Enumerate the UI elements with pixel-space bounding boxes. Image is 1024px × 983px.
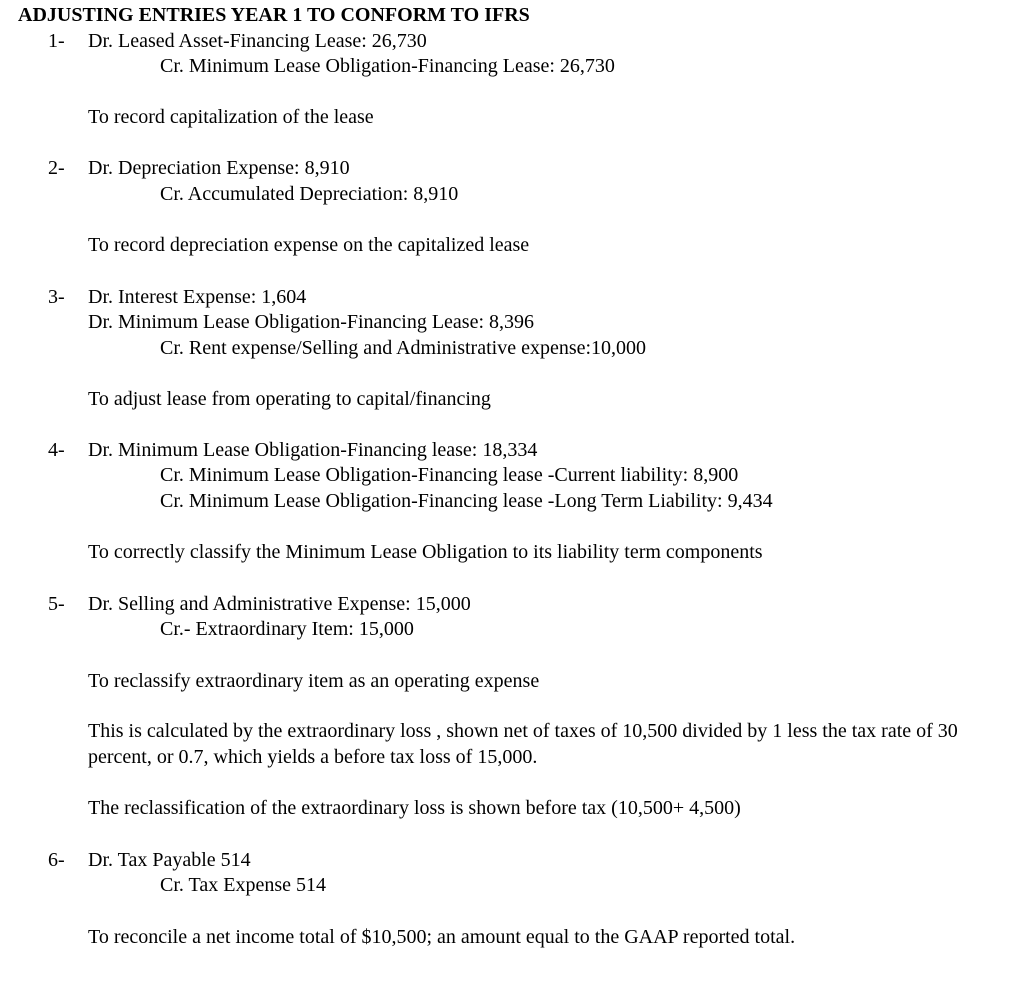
entry-3-debit-2: Dr. Minimum Lease Obligation-Financing Lease: 8,396 bbox=[88, 311, 535, 333]
entry-4-note-1: To correctly classify the Minimum Lease Obligation to its liability term components bbox=[88, 541, 763, 563]
entry-3-note-1: To adjust lease from operating to capital/financing bbox=[88, 388, 491, 410]
entry-2-debit-1: Dr. Depreciation Expense: 8,910 bbox=[88, 157, 350, 179]
entry-6-number: 6- bbox=[48, 849, 65, 871]
entry-6-note-1: To reconcile a net income total of $10,500; an amount equal to the GAAP reported total. bbox=[88, 926, 796, 948]
entry-2-note-1: To record depreciation expense on the capitalized lease bbox=[88, 234, 530, 256]
entry-5-note-2: This is calculated by the extraordinary loss , shown net of taxes of 10,500 divided by 1 less the tax rate of 30 percent, or 0.7, which yields a before tax loss of 15,000. bbox=[88, 720, 958, 768]
entry-2-number: 2- bbox=[48, 157, 65, 179]
entry-6-debit-1: Dr. Tax Payable 514 bbox=[88, 849, 251, 871]
document-title: ADJUSTING ENTRIES YEAR 1 TO CONFORM TO IFRS bbox=[18, 4, 530, 26]
entry-5-note-3: The reclassification of the extraordinary loss is shown before tax (10,500+ 4,500) bbox=[88, 797, 741, 819]
entry-5-number: 5- bbox=[48, 593, 65, 615]
entry-4-credit-2: Cr. Minimum Lease Obligation-Financing lease -Long Term Liability: 9,434 bbox=[160, 490, 773, 512]
entry-3-debit-1: Dr. Interest Expense: 1,604 bbox=[88, 286, 307, 308]
entry-5-credit-1: Cr.- Extraordinary Item: 15,000 bbox=[160, 618, 414, 640]
entry-5-debit-1: Dr. Selling and Administrative Expense: 15,000 bbox=[88, 593, 471, 615]
entry-2-credit-1: Cr. Accumulated Depreciation: 8,910 bbox=[160, 183, 459, 205]
entry-1-note-1: To record capitalization of the lease bbox=[88, 106, 374, 128]
entry-1-number: 1- bbox=[48, 30, 65, 52]
entry-3-number: 3- bbox=[48, 286, 65, 308]
entry-3-credit-1: Cr. Rent expense/Selling and Administrative expense:10,000 bbox=[160, 337, 647, 359]
entry-4-number: 4- bbox=[48, 439, 65, 461]
entry-5-note-1: To reclassify extraordinary item as an operating expense bbox=[88, 670, 540, 692]
entry-1-credit-1: Cr. Minimum Lease Obligation-Financing Lease: 26,730 bbox=[160, 55, 615, 77]
entry-4-credit-1: Cr. Minimum Lease Obligation-Financing lease -Current liability: 8,900 bbox=[160, 464, 739, 486]
entry-1-debit-1: Dr. Leased Asset-Financing Lease: 26,730 bbox=[88, 30, 427, 52]
entry-6-credit-1: Cr. Tax Expense 514 bbox=[160, 874, 326, 896]
entry-4-debit-1: Dr. Minimum Lease Obligation-Financing lease: 18,334 bbox=[88, 439, 538, 461]
